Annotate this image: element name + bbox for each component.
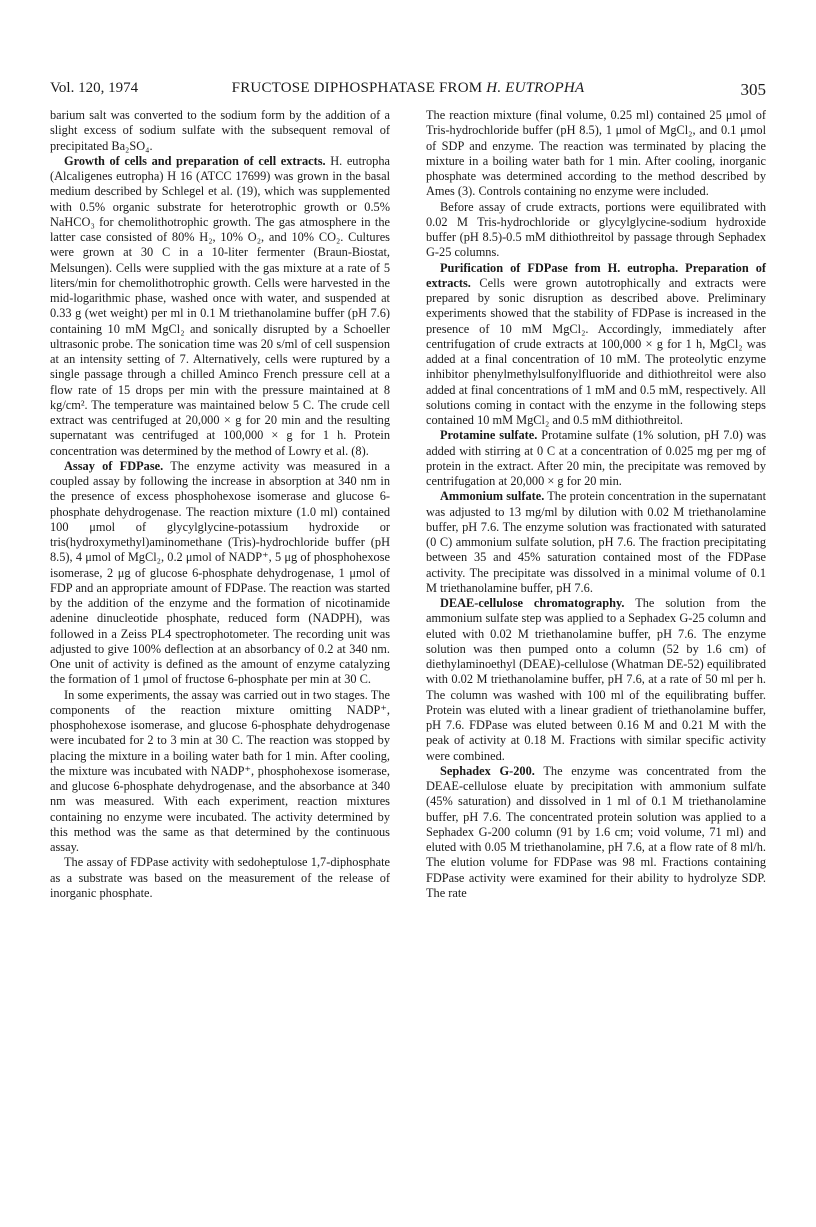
section-heading: Assay of FDPase.	[64, 458, 164, 473]
paragraph-body: The enzyme was concentrated from the DEAE-cellulose eluate by precipitation with ammonium sulfate (45% saturation) and dissolved in 1 ml of 0.1 M triethanolamine buffer, pH 7.6. The concentrated protein solution was applied to a Sephadex G-200 column (91 by 1.6 cm; void volume, 71 ml) and eluted with 0.05 M triethanolamine, pH 7.6, at a flow rate of 8 ml/h. The elution volume for FDPase was 98 ml. Fractions containing FDPase activity were examined for their ability to hydrolyze SDP. The rate	[426, 763, 766, 900]
paragraph-body: The enzyme activity was measured in a coupled assay by following the increase in absorption at 340 nm in the presence of excess phosphohexose isomerase and glucose 6-phosphate dehydrogenase. The reaction mixture (1.0 ml) contained 100 μmol of glycylglycine-potassium hydroxide or tris(hydroxymethyl)aminomethane (Tris)-hydrochloride buffer (pH 8.5), 4 μmol of MgCl₂, 0.2 μmol of NADP⁺, 5 μg of phosphohexose isomerase, 2 μg of glucose 6-phosphate dehydrogenase, 1 μmol of FDP and an appropriate amount of FDPase. The reaction was started by the addition of the enzyme and the formation of nicotinamide adenine dinucleotide phosphate, reduced form (NADPH), was followed in a Zeiss PL4 spectrophotometer. The recording unit was adjusted to give 100% deflection at an absorbancy of 0.2 at 340 nm. One unit of activity is defined as the amount of enzyme catalyzing the formation of 1 μmol of fructose 6-phosphate per min at 30 C.	[50, 458, 391, 687]
page-number: 305	[740, 80, 766, 99]
paragraph	[426, 261, 766, 429]
left-column	[50, 108, 390, 901]
paragraph	[426, 428, 766, 489]
paragraph-body: The protein concentration in the supernatant was adjusted to 13 mg/ml by dilution with 0.02 M triethanolamine buffer, pH 7.6. The enzyme solution was fractionated with saturated (0 C) ammonium sulfate solution, pH 7.6. The fraction precipitating between 35 and 45% saturation contained most of the FDPase activity. The precipitate was dissolved in a minimal volume of 0.1 M triethanolamine buffer, pH 7.6.	[426, 489, 766, 595]
running-title	[50, 80, 766, 97]
paragraph	[426, 764, 766, 901]
paragraph	[426, 596, 766, 764]
section-heading: Ammonium sulfate.	[440, 489, 545, 504]
paragraph-body: Cells were grown autotrophically and extracts were prepared by sonic disruption as described above. Preliminary experiments showed that the stability of FDPase is increased in the presence of 10 mM MgCl₂. Accordingly, immediately after centrifugation of crude extracts at 100,000 × g for 1 h, MgCl₂ was added at a final concentration of 10 mM. The proteolytic enzyme inhibitor phenylmethylsulfonylfluoride and dithiothreitol were also added at final concentrations of 1 mM and 0.5 mM, respectively. All solutions coming in contact with the enzyme in the following steps contained 10 mM MgCl₂ and 0.5 mM dithiothreitol.	[426, 275, 766, 427]
paragraph-body: The solution from the ammonium sulfate step was applied to a Sephadex G-25 column and eluted with 0.02 M triethanolamine buffer, pH 7.6. The enzyme solution was then pumped onto a column (52 by 1.6 cm) of diethylaminoethyl (DEAE)-cellulose (Whatman DE-52) equilibrated with 0.02 M triethanolamine buffer, pH 7.6, at a rate of 50 ml per h. The column was washed with 100 ml of the equilibrating buffer. Protein was eluted with a linear gradient of triethanolamine buffer, pH 7.6. FDPase was eluted between 0.16 M and 0.21 M with the peak of activity at 0.18 M. Fractions with similar specific activity were combined.	[426, 596, 766, 763]
section-heading: Growth of cells and preparation of cell extracts.	[64, 153, 326, 168]
paragraph: In some experiments, the assay was carried out in two stages. The components of the reaction mixture omitting NADP⁺, phosphohexose isomerase, and glucose 6-phosphate dehydrogenase were incubated for 2 to 3 min at 30 C. The reaction was stopped by placing the mixture in a boiling water bath for 1 min. After cooling, the mixture was incubated with NADP⁺, phosphohexose isomerase, and glucose 6-phosphate dehydrogenase, and the absorbance at 340 nm was measured. With each experiment, reaction mixtures containing no enzyme were incubated. The activity determined by this method was the same as that determined by the continuous assay.	[50, 687, 390, 854]
paragraph	[50, 154, 390, 459]
right-column	[426, 108, 766, 901]
paragraph-body: Protamine sulfate (1% solution, pH 7.0) was added with stirring at 0 C at a concentration of 0.025 mg per mg of protein in the extract. After 20 min, the precipitate was removed by centrifugation at 20,000 × g for 20 min.	[426, 428, 767, 488]
running-header	[50, 80, 766, 102]
section-heading: Purification of FDPase from H. eutropha. Preparation of extracts.	[426, 260, 766, 290]
running-title-main: FRUCTOSE DIPHOSPHATASE FROM	[231, 80, 483, 96]
paragraph: The reaction mixture (final volume, 0.25 ml) contained 25 μmol of Tris-hydrochloride buffer (pH 8.5), 1 μmol of MgCl₂, and 0.1 μmol of SDP and enzyme. The reaction was terminated by placing the mixture in a boiling water bath for 1 min. After cooling, inorganic phosphate was determined according to the method described by Ames (3). Controls containing no enzyme were included.	[426, 108, 766, 199]
section-heading: Protamine sulfate.	[440, 428, 538, 443]
running-title-species: H. EUTROPHA	[486, 80, 585, 96]
section-heading: Sephadex G-200.	[440, 763, 535, 778]
section-heading: DEAE-cellulose chromatography.	[440, 596, 625, 610]
paragraph	[50, 459, 390, 688]
paragraph: Before assay of crude extracts, portions were equilibrated with 0.02 M Tris-hydrochloride or glycylglycine-sodium hydroxide buffer (pH 8.5)-0.5 mM dithiothreitol by passage through Sephadex G-25 columns.	[426, 199, 766, 260]
paragraph-body: H. eutropha (Alcaligenes eutropha) H 16 (ATCC 17699) was grown in the basal medium described by Schlegel et al. (19), which was supplemented with 0.5% organic substrate for heterotrophic growth or 0.5% NaHCO₃ for chemolithotrophic growth. The gas atmosphere in the latter case consisted of 80% H₂, 10% O₂, and 10% CO₂. Cultures were grown at 30 C in a 10-liter fermenter (Braun-Biostat, Melsungen). Cells were supplied with the gas mixture at a rate of 5 liters/min for chemolithotrophic growth. Cells were harvested in the mid-logarithmic phase, washed once with water, and suspended at 0.33 g (wet weight) per ml in 0.1 M triethanolamine buffer (pH 7.6) containing 10 mM MgCl₂ and sonically disrupted by a Schoeller ultrasonic probe. The sonication time was 20 s/ml of cell suspension at an intensity setting of 7. Alternatively, cells were ruptured by a single passage through a chilled Aminco French pressure cell at a flow rate of 15 drops per min with the pressure maintained at 8 kg/cm². The temperature was maintained below 5 C. The crude cell extract was centrifuged at 20,000 × g for 20 min and the resulting supernatant was centrifuged at 100,000 × g for 1 h. Protein concentration was determined by the method of Lowry et al. (8).	[50, 153, 391, 458]
paragraph: The assay of FDPase activity with sedoheptulose 1,7-diphosphate as a substrate was based on the measurement of the release of inorganic phosphate.	[50, 855, 390, 900]
paragraph: barium salt was converted to the sodium form by the addition of a slight excess of sodium sulfate with the subsequent removal of precipitated Ba₂SO₄.	[50, 108, 390, 153]
volume-label: Vol. 120, 1974	[50, 80, 139, 96]
paragraph	[426, 489, 766, 596]
